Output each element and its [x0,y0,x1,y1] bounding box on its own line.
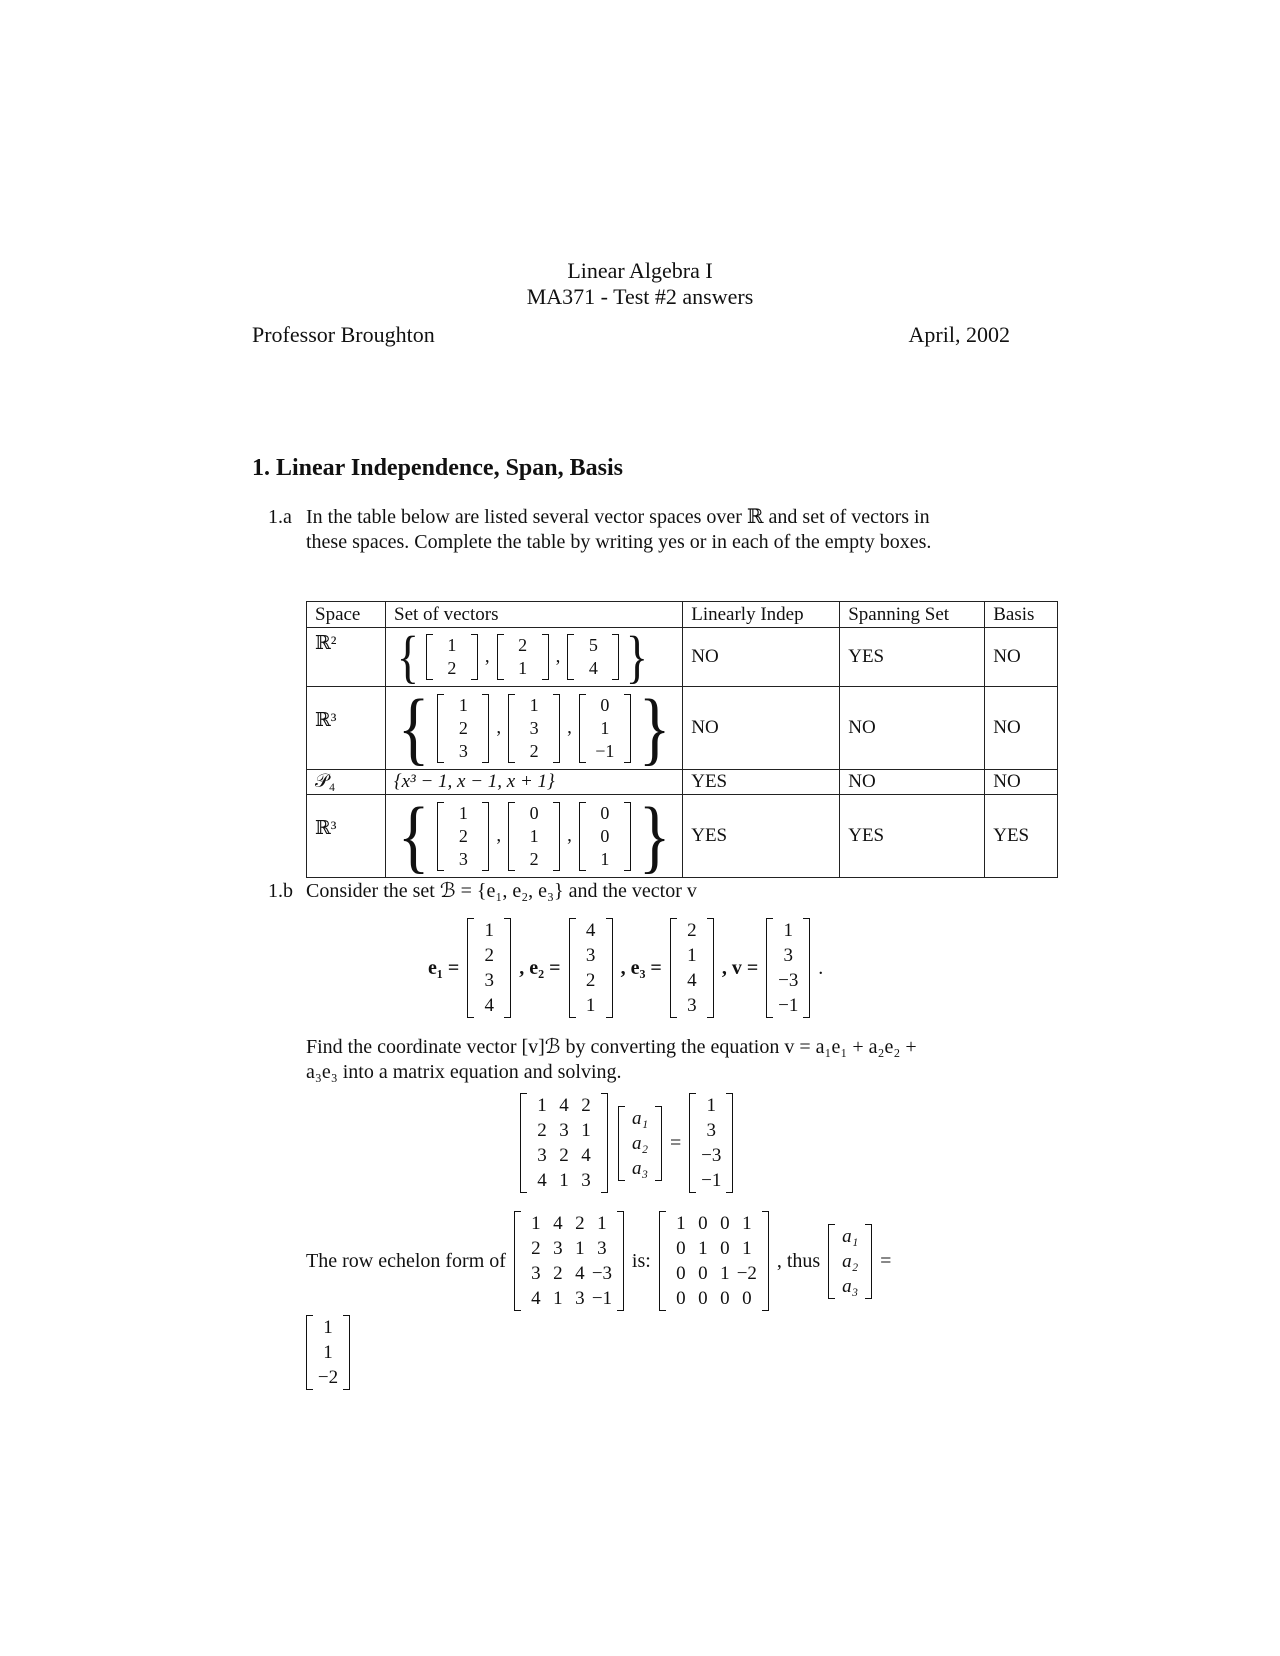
matrix-entry: 4 [575,1263,585,1284]
matrix-entry: 1 [600,717,610,738]
matrix-entry: 3 [537,1145,547,1166]
left-bracket [508,802,515,871]
left-bracket [579,694,586,763]
matrix [437,694,489,763]
matrix-entry: a₃ [631,1157,649,1179]
right-brace: } [626,624,649,689]
matrix-entry: 1 [581,1120,591,1141]
matrix-entry: 1 [575,1238,585,1259]
matrix-entry: 0 [600,694,610,715]
comma: , [496,825,502,846]
matrix-entry: 1 [720,1263,730,1284]
matrix-entry: 4 [484,995,495,1016]
matrix [520,1093,608,1193]
matrix [689,1093,733,1193]
matrix-entry: −1 [591,1288,613,1309]
matrix-entry: a₂ [842,1250,859,1272]
matrix-entry: 1 [687,945,697,966]
matrix-entry: 2 [518,635,528,655]
matrix-entry: 1 [742,1238,752,1259]
right-bracket [553,802,560,871]
matrix-entry: 4 [585,920,596,941]
matrix-entry: 1 [597,1213,607,1234]
echelon-thus: , thus [776,1249,821,1272]
matrix [659,1211,769,1311]
matrix-entry: 2 [537,1120,547,1141]
matrix-entry: 0 [676,1238,686,1259]
e3-label: , e₃ = [620,956,662,979]
matrix [618,1106,662,1181]
col-vectors: Set of vectors [386,602,683,628]
matrix-entry: 0 [742,1288,752,1309]
matrix-entry: 0 [600,802,610,823]
matrix-entry: −3 [701,1145,722,1166]
left-bracket [508,694,515,763]
matrix-entry: 2 [529,740,539,761]
e3-vector [670,918,714,1018]
augmented-matrix [514,1211,624,1311]
matrix-entry: 2 [484,945,495,966]
space-cell: 𝒫₄ [307,770,386,795]
solution-row [306,1312,350,1392]
left-bracket [497,634,504,680]
matrix [467,918,511,1018]
e2-label: , e₂ = [519,956,561,979]
matrix-entry: −2 [317,1366,339,1388]
matrix-entry: 2 [458,717,468,738]
space-cell: ℝ³ [307,687,386,770]
v-label: , v = [721,956,759,979]
left-bracket [306,1315,313,1390]
matrix-entry: 2 [581,1095,591,1116]
basis-cell: NO [985,770,1058,795]
equals-sign: = [880,1249,892,1272]
col-basis: Basis [985,602,1058,628]
col-space: Space [307,602,386,628]
qa-line-2: these spaces. Complete the table by writing yes or in each of the empty boxes. [306,531,932,553]
right-brace: } [638,790,671,881]
left-brace: { [396,624,420,689]
left-bracket [828,1224,835,1299]
matrix-entry: 0 [698,1213,708,1234]
right-bracket [482,802,489,871]
matrix-entry: 2 [575,1213,585,1234]
left-bracket [670,918,677,1018]
solution-vector [306,1315,350,1390]
unknowns-vector [828,1224,872,1299]
find-line-1: Find the coordinate vector [v]ℬ by converting the equation v = a₁e₁ + a₂e₂ + [306,1036,917,1058]
comma: , [484,646,490,667]
find-text [306,1035,1026,1085]
matrix-entry: 1 [323,1316,333,1338]
vectors-cell [386,682,683,773]
matrix-entry: 4 [588,658,598,678]
matrix [670,918,714,1018]
table-header-row [307,602,1058,628]
indep-cell: YES [683,795,840,878]
matrix-entry: 0 [720,1213,730,1234]
matrix-entry: 3 [585,945,596,966]
right-bracket [601,1093,608,1193]
matrix-entry: 1 [529,825,539,846]
matrix-entry: 0 [720,1288,730,1309]
left-brace: { [397,682,430,773]
matrix [579,694,631,763]
matrix-entry: −3 [778,970,799,991]
matrix-entry: 2 [559,1145,569,1166]
matrix [766,918,810,1018]
matrix-entry: 2 [529,848,539,869]
right-bracket [803,918,810,1018]
indep-cell: NO [683,687,840,770]
space-cell: ℝ² [307,628,386,687]
matrix-entry: 2 [585,970,596,991]
matrix-entry: 1 [537,1095,547,1116]
matrix-entry: 1 [698,1238,708,1259]
right-bracket [655,1106,662,1181]
qa-text [306,505,1026,555]
table-row [307,687,1058,770]
reduced-matrix [659,1211,769,1311]
left-bracket [426,634,433,680]
matrix-entry: 3 [458,740,468,761]
right-bracket [726,1093,733,1193]
qb-label: 1.b [268,880,293,902]
matrix-entry: 1 [323,1341,333,1363]
matrix-entry: 0 [676,1263,686,1284]
date: April, 2002 [908,322,1010,347]
left-bracket [569,918,576,1018]
matrix [508,694,560,763]
span-cell: YES [840,795,985,878]
left-bracket [689,1093,696,1193]
matrix-entry: 1 [518,658,528,678]
left-bracket [659,1211,666,1311]
comma: , [567,717,572,738]
right-bracket [624,694,631,763]
matrix-entry: 2 [553,1263,563,1284]
space-cell: ℝ³ [307,795,386,878]
matrix-entry: 3 [706,1120,717,1141]
course-title: Linear Algebra I [567,258,713,283]
vector-set [394,624,674,689]
matrix [497,634,549,680]
coefficient-matrix [520,1093,608,1193]
section-heading: 1. Linear Independence, Span, Basis [252,455,623,481]
matrix-entry: 3 [531,1263,541,1284]
e2-vector [569,918,613,1018]
matrix [828,1224,872,1299]
matrix-entry: 1 [706,1095,717,1116]
right-bracket [343,1315,350,1390]
matrix-entry: 4 [537,1170,547,1191]
right-bracket [707,918,714,1018]
matrix-entry: 3 [529,717,539,738]
matrix-entry: a₁ [631,1107,649,1129]
comma: , [567,825,572,846]
vector-set [394,682,674,773]
title-block [0,258,1280,310]
left-brace: { [397,790,430,881]
matrix-entry: 3 [559,1120,569,1141]
matrix-entry: 4 [687,970,697,991]
left-bracket [579,802,586,871]
matrix-entry: 2 [458,825,468,846]
col-span: Spanning Set [840,602,985,628]
matrix-entry: 3 [458,848,468,869]
basis-cell: NO [985,687,1058,770]
matrix-entry: −1 [595,740,615,761]
right-bracket [624,802,631,871]
matrix [514,1211,624,1311]
matrix-entry: 2 [447,658,457,678]
matrix-entry: −3 [591,1263,613,1284]
matrix-entry: 1 [742,1213,752,1234]
vectors-cell [386,790,683,881]
matrix [508,802,560,871]
find-line-2: a₃e₃ into a matrix equation and solving. [306,1061,622,1083]
matrix [567,634,619,680]
left-bracket [514,1211,521,1311]
right-brace: } [638,682,671,773]
matrix-entry: 1 [458,802,468,823]
matrix-entry: 3 [783,945,793,966]
basis-cell: YES [985,795,1058,878]
matrix-entry: −1 [701,1170,722,1191]
matrix-entry: 4 [531,1288,541,1309]
vector-set [394,790,674,881]
table-row [307,628,1058,687]
echelon-intro: The row echelon form of [306,1249,506,1272]
span-cell: NO [840,687,985,770]
test-title: MA371 - Test #2 answers [526,284,754,309]
matrix [569,918,613,1018]
matrix-entry: −2 [736,1263,757,1284]
matrix-entry: 4 [559,1095,569,1116]
matrix-entry: 3 [484,970,495,991]
matrix [426,634,478,680]
matrix-entry: 1 [585,995,596,1016]
matrix-entry: 1 [559,1170,569,1191]
indep-cell: YES [683,770,840,795]
right-bracket [606,918,613,1018]
matrix-entry: 1 [458,694,468,715]
table-row [307,795,1058,878]
matrix-entry: 4 [553,1213,563,1234]
matrix-entry: a₁ [842,1225,859,1247]
matrix-entry: 0 [698,1288,708,1309]
rhs-vector [689,1093,733,1193]
span-cell: NO [840,770,985,795]
echelon-row [306,1208,899,1314]
matrix-entry: 1 [783,920,793,941]
matrix [437,802,489,871]
span-cell: YES [840,628,985,687]
matrix-entry: a₂ [631,1132,649,1154]
matrix-entry: 2 [687,920,697,941]
e1-vector [467,918,511,1018]
left-bracket [467,918,474,1018]
basis-cell: NO [985,628,1058,687]
matrix-entry: 0 [698,1263,708,1284]
matrix-entry: 1 [447,635,457,655]
vectors-cell [386,624,683,689]
matrix-entry: a₃ [842,1275,859,1297]
left-bracket [567,634,574,680]
basis-vectors-row [420,918,831,1018]
left-bracket [766,918,773,1018]
col-indep: Linearly Indep [683,602,840,628]
matrix-entry: −1 [778,995,799,1016]
matrix-equation [520,1090,733,1196]
right-bracket [762,1211,769,1311]
left-bracket [520,1093,527,1193]
matrix-entry: 3 [575,1288,585,1309]
matrix-entry: 0 [720,1238,730,1259]
qa-label: 1.a [268,506,292,528]
right-bracket [471,634,478,680]
right-bracket [504,918,511,1018]
matrix [306,1315,350,1390]
equals-sign: = [670,1131,682,1154]
matrix-entry: 3 [687,995,697,1016]
matrix-entry: 0 [529,802,539,823]
matrix-entry: 0 [600,825,610,846]
vectors-cell: {x³ − 1, x − 1, x + 1} [386,770,683,795]
matrix-entry: 1 [484,920,495,941]
matrix-entry: 5 [588,635,598,655]
echelon-is: is: [631,1249,651,1272]
comma: , [496,717,502,738]
matrix-entry: 1 [600,848,610,869]
left-bracket [437,694,444,763]
period: . [818,956,824,979]
matrix [579,802,631,871]
qb-text: Consider the set ℬ = {e₁, e₂, e₃} and the vector v [306,880,697,902]
professor-name: Professor Broughton [252,322,435,347]
matrix-entry: 2 [531,1238,541,1259]
comma: , [555,646,561,667]
v-vector [766,918,810,1018]
matrix-entry: 0 [676,1288,686,1309]
qa-line-1: In the table below are listed several vector spaces over ℝ and set of vectors in [306,506,930,528]
matrix-entry: 1 [676,1213,686,1234]
unknowns-vector [618,1106,662,1181]
left-bracket [437,802,444,871]
matrix-entry: 1 [553,1288,563,1309]
matrix-entry: 1 [529,694,539,715]
vector-table [306,601,1058,881]
matrix-entry: 3 [553,1238,563,1259]
e1-label: e₁ = [428,956,460,979]
right-bracket [617,1211,624,1311]
matrix-entry: 1 [531,1213,541,1234]
right-bracket [612,634,619,680]
right-bracket [865,1224,872,1299]
matrix-entry: 4 [581,1145,591,1166]
matrix-entry: 3 [581,1170,591,1191]
matrix-entry: 3 [597,1238,607,1259]
right-bracket [542,634,549,680]
indep-cell: NO [683,628,840,687]
right-bracket [553,694,560,763]
right-bracket [482,694,489,763]
left-bracket [618,1106,625,1181]
